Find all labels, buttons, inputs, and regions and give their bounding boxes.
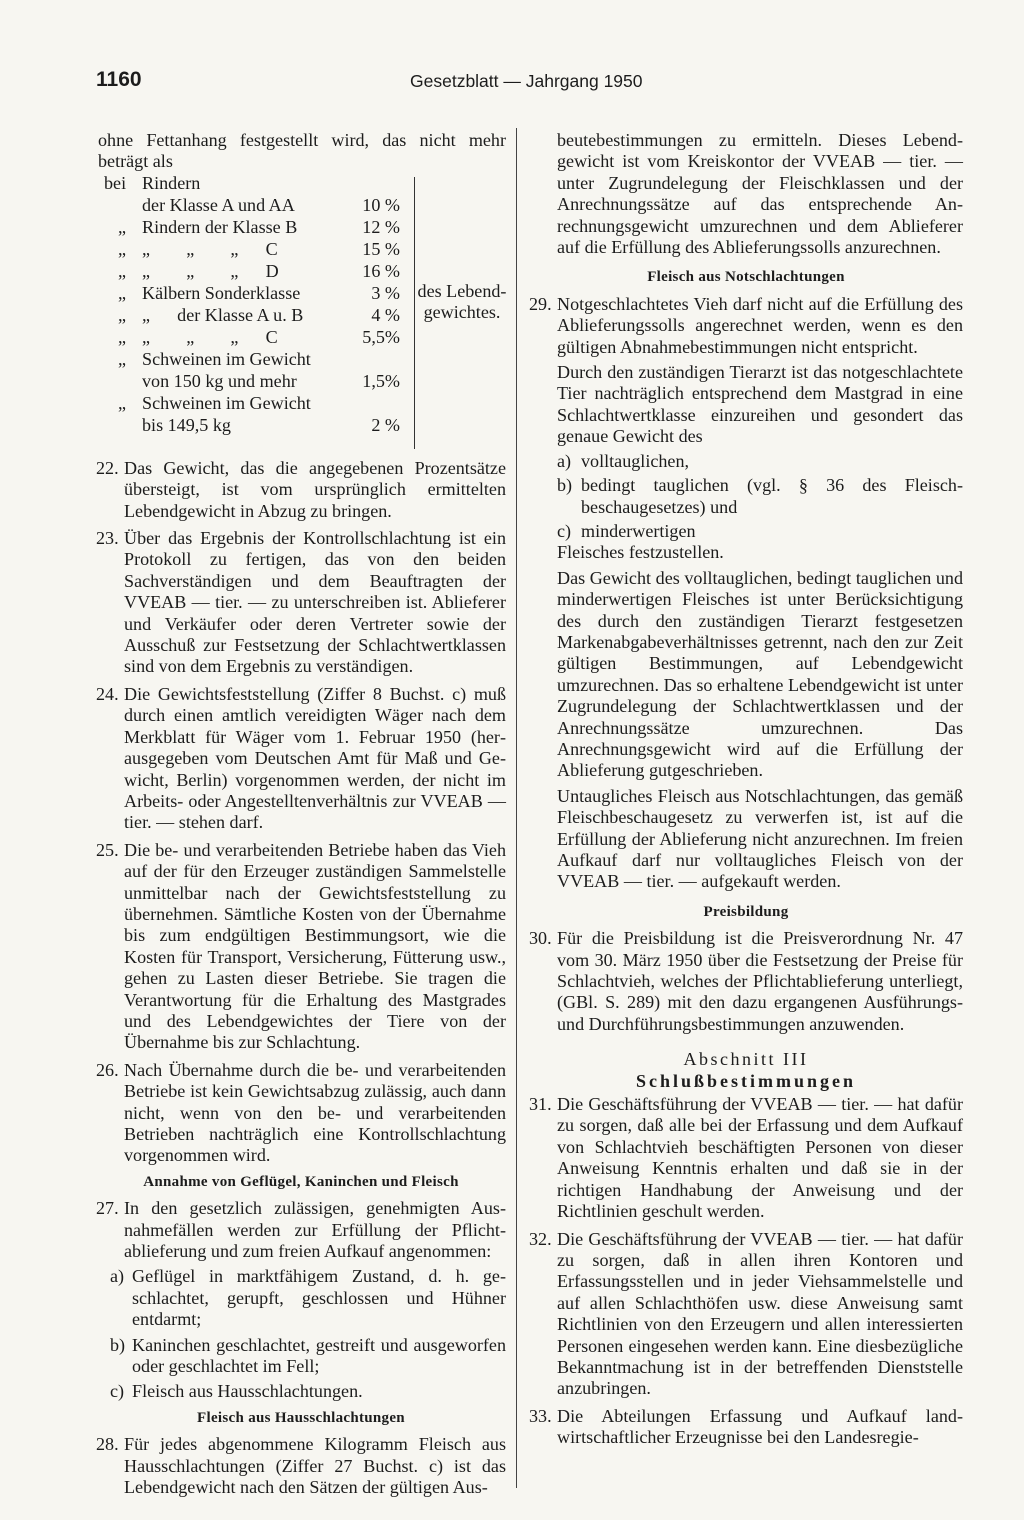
subheading-annahme: Annahme von Geflügel, Kaninchen und Fleisch [143, 1173, 459, 1190]
paragraph-29-part3: Fleisches festzustellen. [557, 542, 724, 563]
paragraph-26: 26. Nach Übernahme durch die be- und verarbeitenden Betriebe ist kein Gewichtsabzug zulässig, auch dann nicht, wenn von den be- und verarbeitenden Betrieben nachträglich eine Kontrollschlachtung vorgenommen wird. [96, 1059, 506, 1166]
paragraph-33: 33. Die Abteilungen Erfassung und Aufkauf landwirtschaftlicher Erzeugnisse bei den Landesregie- [529, 1405, 963, 1448]
section-title: Schlußbestimmungen [635, 1070, 857, 1091]
intro-paragraph: ohne Fettanhang festgestellt wird, das nicht mehr beträgt als [98, 130, 506, 172]
paragraph-30: 30. Für die Preisbildung ist die Preisverordnung Nr. 47 vom 30. März 1950 über die Festsetzung der Preise für Schlachtvieh, welches der Pflichtablieferung unterliegt, (GBl. S. 289) mit den dazu ergangenen Ausführungs- und Durchführungsbestimmungen anzuwenden. [529, 928, 963, 1034]
continuation-paragraph: beutebestimmungen zu ermitteln. Dieses Lebendgewicht ist vom Kreiskontor der VVEAB — tier. — unter Zugrundelegung der Fleischklassen und der Anrechnungssätze auf das entsprechende Anrechnungsgewicht umzurechnen und dem Ablieferer auf die Erfüllung des Ablieferungssolls anzurechnen. [557, 130, 963, 258]
paragraph-29a: a) volltauglichen, [557, 450, 690, 471]
right-column [529, 130, 963, 1449]
paragraph-23: 23. Über das Ergebnis der Kontrollschlachtung ist ein Protokoll zu fertigen, das von den beiden Sachverständigen und dem Beauftragten der VVEAB — tier. — zu unterschreiben ist. Ablieferer und Verkäufer oder deren Vertreter sowie der Ausschuß zur Festsetzung der Schlachtwertklassen sind von dem Ergebnis zu verständigen. [96, 528, 506, 677]
paragraph-27c: c) Fleisch aus Hausschlachtungen. [110, 1381, 363, 1402]
paragraph-25: 25. Die be- und verarbeitenden Betriebe haben das Vieh auf der für den Erzeuger zuständigen Sammelstelle unmittelbar nach der Gewichtsfeststellung zu übernehmen. Sämtliche Kosten von der Übernahme bis zum endgültigen Bestimmungsort, wie die Kosten für Transport, Versicherung, Fütterung usw., gehen zu Lasten dieser Betriebe. Sie tragen die Verantwortung für die Erhaltung des Mastgrades und des Lebendgewichtes der Tiere von der Übernahme bis zur Schlachtung. [96, 839, 506, 1053]
paragraph-29c: c) minderwertigen [557, 520, 696, 541]
column-divider [516, 128, 517, 1488]
paragraph-27b: b) Kaninchen geschlachtet, gestreift und ausgeworfen oder geschlachtet im Fell; [110, 1334, 506, 1377]
subheading-preisbildung: Preisbildung [703, 903, 789, 920]
paragraph-27a: a) Geflügel in marktfähigem Zustand, d. h. geschlachtet, gerupft, geschlossen und Hühner entdarmt; [110, 1266, 506, 1330]
paragraph-31: 31. Die Geschäftsführung der VVEAB — tier. — hat dafür zu sorgen, daß alle bei der Erfassung und dem Aufkauf von Schlachtvieh beschäftigten Personen von dieser Anweisung Kenntnis erhalten und daß sie in der richtigen Handhabung der Anweisung und der Richtlinien geschult werden. [529, 1094, 963, 1222]
paragraph-29-part4: Das Gewicht des volltauglichen, bedingt tauglichen und minderwertigen Fleisches ist unter Berücksichtigung des durch den zuständigen Tierarzt festgesetzen Markenabgabeverhältnisses getrennt, nach den zur Zeit gültigen Bestimmungen, auf Lebendgewicht umzurechnen. Das so erhaltene Lebendgewicht ist unter Zugrundelegung der Schlachtwertklassen und der Anrechnungssätze umzurechnen. Das Anrechnungsgewicht wird auf die Erfüllung der Ablieferung gutgeschrieben. [557, 567, 963, 781]
paragraph-29: 29. Notgeschlachtetes Vieh darf nicht auf die Erfüllung des Ablieferungssolls angerechnet werden, wenn es den gültigen Abnahmebestimmungen nicht entspricht. [529, 293, 963, 357]
paragraph-22: 22. Das Gewicht, das die angegebenen Prozentsätze übersteigt, ist vom ursprünglich ermittelten Lebendgewicht in Abzug zu bringen. [96, 457, 506, 521]
paragraph-27: 27. In den gesetzlich zulässigen, genehmigten Ausnahmefällen werden zur Erfüllung der Pflichtablieferung und zum freien Aufkauf angenommen: [96, 1198, 506, 1262]
running-head: Gesetzblatt — Jahrgang 1950 [410, 71, 643, 91]
weight-table: bei Rindern der Klasse A und AA 10 % „ Rindern der Klasse B 12 % „ „ „ „ C 15 % „ „ „ „ D 16 % „ Kälbern Sonderklasse 3 % „ „ der Klasse A u. B 4 % „ „ „ „ C 5,5% „ Schweinen im Gewicht von 150 kg und mehr 1,5% „ Schweinen im Gewicht bis 149,5 kg 2 % des Lebend-gewichtes. [96, 173, 506, 458]
brace-label: des Lebend-gewichtes. [417, 280, 507, 322]
paragraph-32: 32. Die Geschäftsführung der VVEAB — tier. — hat dafür zu sorgen, daß in allen ihren Kontoren und Erfassungsstellen und in jeder Viehsammelstelle und auf allen Schlachthöfen usw. diese Anweisung samt Richtlinien von den Erzeugern und allen interessierten Personen eingesehen werden kann. Eine diesbezügliche Bekanntmachung ist in der betreffenden Dienststelle anzubringen. [529, 1228, 963, 1399]
left-column [96, 130, 506, 1499]
paragraph-29-part5: Untaugliches Fleisch aus Notschlachtungen, das gemäß Fleischbeschaugesetz zu verwerfen ist, ist auf die Erfüllung der Ablieferung nicht anzurechnen. Im freien Aufkauf darf nur volltaugliches Fleisch von der VVEAB — tier. — aufgekauft werden. [557, 785, 963, 892]
paragraph-24: 24. Die Gewichtsfeststellung (Ziffer 8 Buchst. c) muß durch einen amtlich vereidigten Wäger nach dem Merkblatt für Wäger vom 1. Februar 1950 (herausgegeben vom Deutschen Amt für Maß und Gewicht, Berlin) vorgenommen werden, der nicht im Arbeits- oder Angestelltenverhältnis zur VVEAB — tier. — stehen darf. [96, 683, 506, 833]
paragraph-28: 28. Für jedes abgenommene Kilogramm Fleisch aus Hausschlachtungen (Ziffer 27 Buchst. c) ist das Lebendgewicht nach den Sätzen der gültigen Aus- [96, 1434, 506, 1498]
section-heading: Abschnitt III [683, 1049, 809, 1070]
subheading-notschlachtungen: Fleisch aus Notschlachtungen [647, 269, 845, 286]
paragraph-29-part2: Durch den zuständigen Tierarzt ist das notgeschlachtete Tier nachträglich entsprechend dem Mastgrad in eine Schlachtwertklasse einzureihen und gesondert das genaue Gewicht des [557, 362, 963, 447]
subheading-hausschlachtungen: Fleisch aus Hausschlachtungen [197, 1409, 405, 1426]
page-number: 1160 [96, 68, 142, 91]
paragraph-29b: b) bedingt tauglichen (vgl. § 36 des Fleischbeschaugesetzes) und [557, 475, 963, 517]
